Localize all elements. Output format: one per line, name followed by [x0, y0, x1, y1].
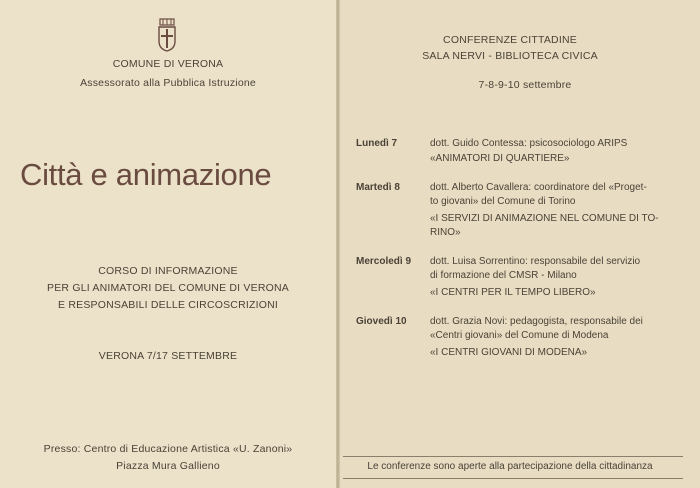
footer-rule-bottom [343, 478, 683, 479]
left-page [0, 0, 336, 488]
footer-note: Le conferenze sono aperte alla partecipazione della cittadinanza [367, 461, 653, 472]
event-topic: «I CENTRI GIOVANI DI MODENA» [430, 347, 588, 358]
department-name: Assessorato alla Pubblica Istruzione [80, 77, 256, 89]
document-title: Città e animazione [20, 157, 272, 192]
course-line-1: CORSO DI INFORMAZIONE [98, 265, 238, 277]
event-day: Mercoledì 9 [356, 256, 412, 267]
course-line-2: PER GLI ANIMATORI DEL COMUNE DI VERONA [47, 282, 289, 294]
footer-rule-top [343, 456, 683, 457]
course-dates: VERONA 7/17 SETTEMBRE [98, 350, 238, 362]
org-name: COMUNE DI VERONA [112, 58, 224, 70]
event-speaker: dott. Guido Contessa: psicosociologo ARIPS [430, 138, 628, 149]
event-day: Giovedì 10 [356, 316, 407, 327]
event-speaker: dott. Luisa Sorrentino: responsabile del servizio [430, 256, 641, 267]
event-speaker-cont: «Centri giovani» del Comune di Modena [430, 330, 609, 341]
coat-of-arms-icon [157, 18, 177, 52]
event-speaker: dott. Alberto Cavallera: coordinatore del «Proget- [430, 182, 647, 193]
event-speaker-cont: di formazione del CMSR - Milano [430, 270, 577, 281]
conference-dates: 7-8-9-10 settembre [478, 79, 572, 91]
right-page [340, 0, 700, 488]
conference-venue: SALA NERVI - BIBLIOTECA CIVICA [422, 50, 598, 62]
venue-line-2: Piazza Mura Gallieno [116, 460, 220, 472]
event-topic: «I SERVIZI DI ANIMAZIONE NEL COMUNE DI TO- [430, 213, 659, 224]
venue-line-1: Presso: Centro di Educazione Artistica «U. Zanoni» [43, 443, 293, 455]
event-speaker: dott. Grazia Novi: pedagogista, responsabile dei [430, 316, 643, 327]
course-line-3: E RESPONSABILI DELLE CIRCOSCRIZIONI [58, 299, 278, 311]
event-day: Martedì 8 [356, 182, 400, 193]
conference-header: CONFERENZE CITTADINE [443, 34, 577, 46]
event-topic-cont: RINO» [430, 227, 461, 238]
event-topic: «I CENTRI PER IL TEMPO LIBERO» [430, 287, 596, 298]
event-topic: «ANIMATORI DI QUARTIERE» [430, 153, 570, 164]
event-day: Lunedì 7 [356, 138, 398, 149]
event-speaker-cont: to giovani» del Comune di Torino [430, 196, 576, 207]
